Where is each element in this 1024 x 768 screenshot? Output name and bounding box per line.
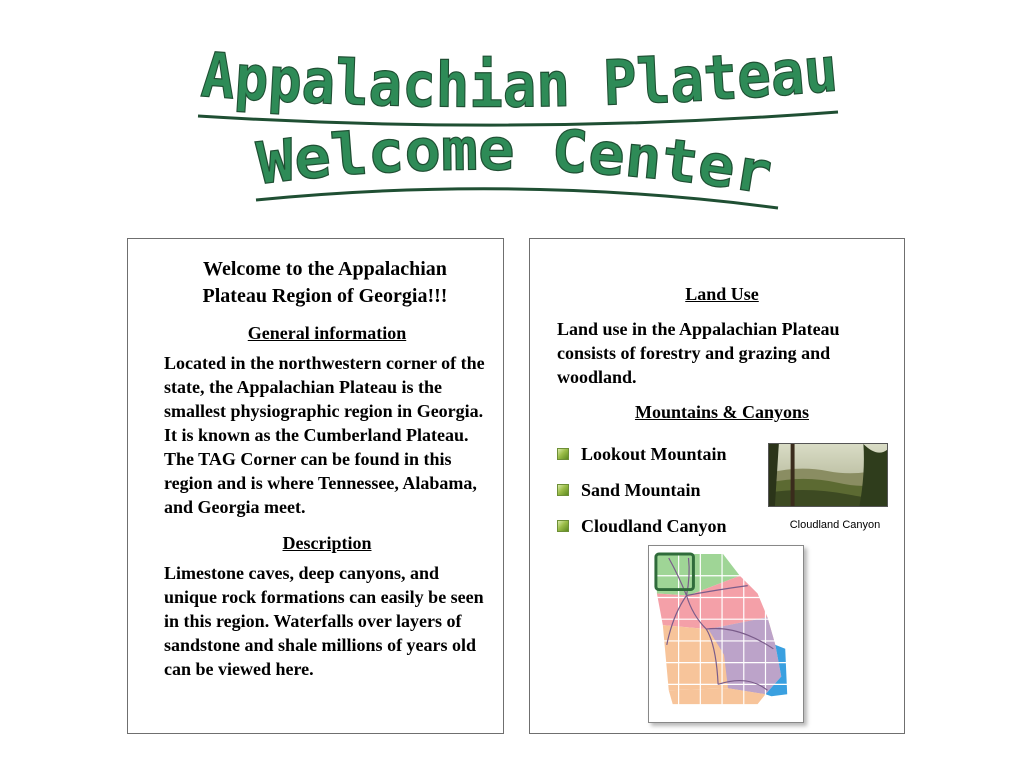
title-line-1: Appalachian Plateau: [198, 32, 845, 122]
photo-caption: Cloudland Canyon: [789, 519, 881, 531]
bullet-icon: [557, 484, 569, 496]
welcome-heading: Welcome to the Appalachian Plateau Region of Georgia!!!: [202, 258, 448, 307]
list-item-label: Lookout Mountain: [581, 443, 727, 464]
title-line-2: Welcome Center: [253, 115, 775, 208]
land-use-text: Land use in the Appalachian Plateau consists of forestry and grazing and woodland.: [557, 319, 840, 387]
general-info-text: Located in the northwestern corner of the state, the Appalachian Plateau is the smallest physiographic region in Georgia. It is known as the Cumberland Plateau. The TAG Corner can be found in this region and is where Tennessee, Alabama, and Georgia meet.: [164, 353, 485, 517]
list-item-label: Sand Mountain: [581, 479, 701, 500]
description-text: Limestone caves, deep canyons, and unique rock formations can easily be seen in this region. Waterfalls over layers of sandstone and shale millions of years old can be viewed here.: [164, 563, 484, 679]
bullet-icon: [557, 520, 569, 532]
bullet-icon: [557, 448, 569, 460]
general-info-title: General information: [247, 323, 407, 343]
georgia-region-map: [648, 545, 804, 723]
list-item-label: Cloudland Canyon: [581, 515, 727, 536]
land-use-panel: [529, 238, 905, 734]
canyon-photo: [768, 443, 888, 507]
general-info-panel: [127, 238, 504, 734]
description-title: Description: [282, 533, 372, 553]
mountains-title: Mountains & Canyons: [634, 402, 810, 422]
left-panel-content: [164, 321, 490, 681]
land-use-title: Land Use: [685, 284, 759, 304]
title-banner: [190, 28, 850, 218]
